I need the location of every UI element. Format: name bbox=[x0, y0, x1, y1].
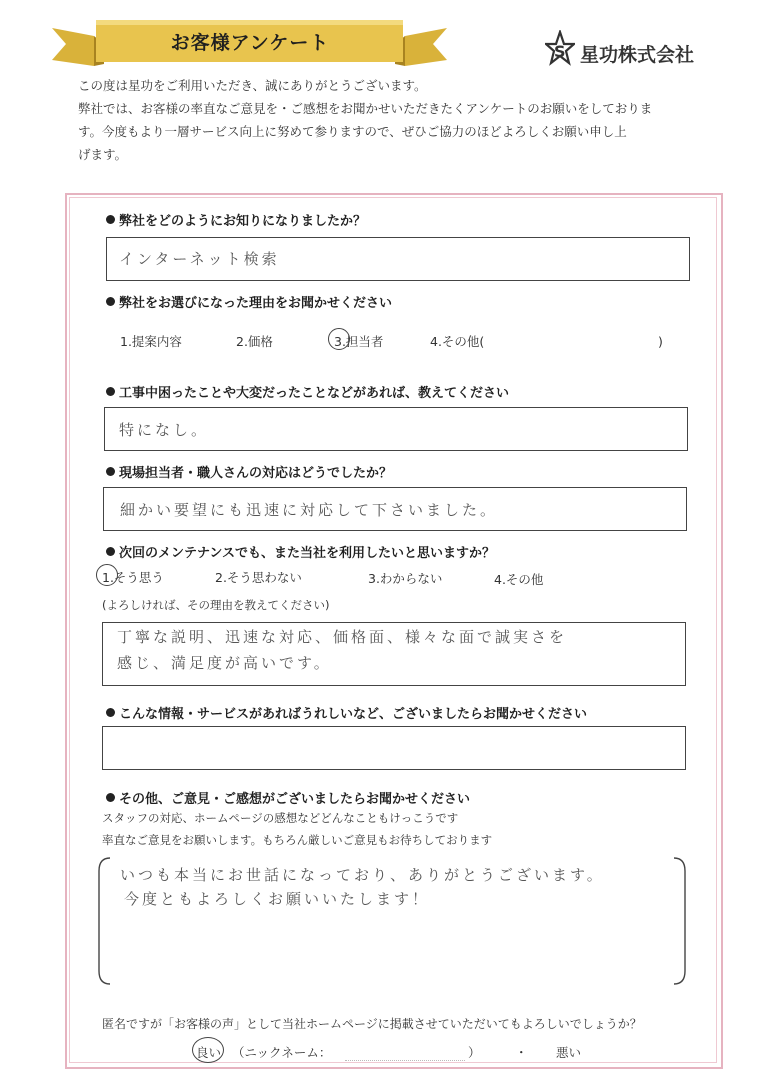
company-name: 星功株式会社 bbox=[580, 44, 695, 66]
q1-answer-box[interactable] bbox=[106, 237, 690, 281]
intro-line: げます。 bbox=[78, 147, 128, 162]
q2-option-4[interactable]: 4.その他( bbox=[430, 334, 485, 349]
svg-text:S: S bbox=[554, 42, 566, 61]
q7-answer-line: 今度ともよろしくお願いいたします！ bbox=[124, 890, 431, 908]
q5-reason-line: 感じ、満足度が高いです。 bbox=[117, 654, 332, 672]
consent-good-option[interactable]: 良い bbox=[196, 1045, 222, 1060]
q5-selected-circle bbox=[96, 564, 118, 586]
intro-line: この度は星功をご利用いただき、誠にありがとうございます。 bbox=[78, 78, 427, 93]
question-4 bbox=[106, 462, 392, 481]
q5-option-1[interactable]: 1.そう思う bbox=[102, 570, 164, 585]
q2-option-1[interactable]: 1.提案内容 bbox=[120, 334, 182, 349]
q5-reason-box[interactable] bbox=[102, 622, 686, 686]
bullet-icon bbox=[106, 297, 115, 306]
q5-option-4[interactable]: 4.その他 bbox=[494, 572, 544, 587]
question-7 bbox=[106, 788, 470, 807]
q7-answer-line: いつも本当にお世話になっており、ありがとうございます。 bbox=[120, 866, 605, 884]
question-1-label: 弊社をどのようにお知りになりましたか？ bbox=[119, 214, 367, 229]
question-4-label: 現場担当者・職人さんの対応はどうでしたか？ bbox=[119, 466, 393, 481]
question-7-label: その他、ご意見・ご感想がございましたらお聞かせください bbox=[119, 792, 471, 807]
q3-answer-text: 特になし。 bbox=[119, 421, 210, 439]
consent-nickname-label: （ニックネーム： bbox=[232, 1045, 332, 1060]
q2-option-4-close: ) bbox=[658, 334, 663, 349]
q4-answer-box[interactable] bbox=[103, 487, 687, 531]
question-3-label: 工事中困ったことや大変だったことなどがあれば、教えてください bbox=[119, 386, 510, 401]
consent-question: 匿名ですが「お客様の声」として当社ホームページに掲載させていただいてもよろしいでしょうか？ bbox=[102, 1017, 642, 1031]
question-5-label: 次回のメンテナンスでも、また当社を利用したいと思いますか？ bbox=[119, 546, 495, 561]
q7-answer-area[interactable] bbox=[110, 860, 670, 980]
q5-option-2[interactable]: 2.そう思わない bbox=[215, 570, 302, 585]
bullet-icon bbox=[106, 793, 115, 802]
q6-answer-box[interactable] bbox=[102, 726, 686, 770]
bullet-icon bbox=[106, 215, 115, 224]
q2-option-3[interactable]: 3.担当者 bbox=[334, 334, 384, 349]
nickname-field[interactable] bbox=[345, 1040, 465, 1061]
bullet-icon bbox=[106, 387, 115, 396]
consent-nickname-close: ） bbox=[468, 1045, 481, 1060]
q3-answer-box[interactable] bbox=[104, 407, 688, 451]
intro-line: 弊社では、お客様の率直なご意見を・ご感想をお聞かせいただきたくアンケートのお願いをしておりま bbox=[78, 101, 653, 116]
q4-answer-text: 細かい要望にも迅速に対応して下さいました。 bbox=[120, 501, 499, 519]
question-2-label: 弊社をお選びになった理由をお聞かせください bbox=[119, 296, 393, 311]
q7-note-line: 率直なご意見をお願いします。もちろん厳しいご意見もお待ちしております bbox=[102, 833, 493, 847]
q5-option-3[interactable]: 3.わからない bbox=[368, 571, 443, 586]
q7-note-line: スタッフの対応、ホームページの感想などどんなこともけっこうです bbox=[102, 811, 459, 825]
question-3 bbox=[106, 382, 509, 401]
question-5 bbox=[106, 542, 495, 561]
consent-selected-circle bbox=[192, 1037, 224, 1063]
question-2 bbox=[106, 292, 392, 311]
bullet-icon bbox=[106, 708, 115, 717]
bullet-icon bbox=[106, 467, 115, 476]
question-6 bbox=[106, 703, 587, 722]
q2-option-2[interactable]: 2.価格 bbox=[236, 334, 273, 349]
q5-reason-line: 丁寧な説明、迅速な対応、価格面、様々な面で誠実さを bbox=[117, 628, 568, 646]
q5-reason-prompt: (よろしければ、その理由を教えてください) bbox=[102, 598, 330, 612]
page-title: お客様アンケート bbox=[170, 31, 330, 54]
question-1 bbox=[106, 210, 366, 229]
bullet-icon bbox=[106, 547, 115, 556]
q2-selected-circle bbox=[328, 328, 350, 350]
consent-bad-option[interactable]: 悪い bbox=[556, 1045, 582, 1060]
q1-answer-text: インターネット検索 bbox=[119, 250, 280, 268]
star-logo-icon bbox=[545, 30, 575, 70]
question-6-label: こんな情報・サービスがあればうれしいなど、ございましたらお聞かせください bbox=[119, 707, 588, 722]
consent-separator: ・ bbox=[515, 1045, 528, 1060]
intro-line: す。今度もより一層サービス向上に努めて参りますので、ぜひご協力のほどよろしくお願い申し上 bbox=[78, 124, 627, 139]
